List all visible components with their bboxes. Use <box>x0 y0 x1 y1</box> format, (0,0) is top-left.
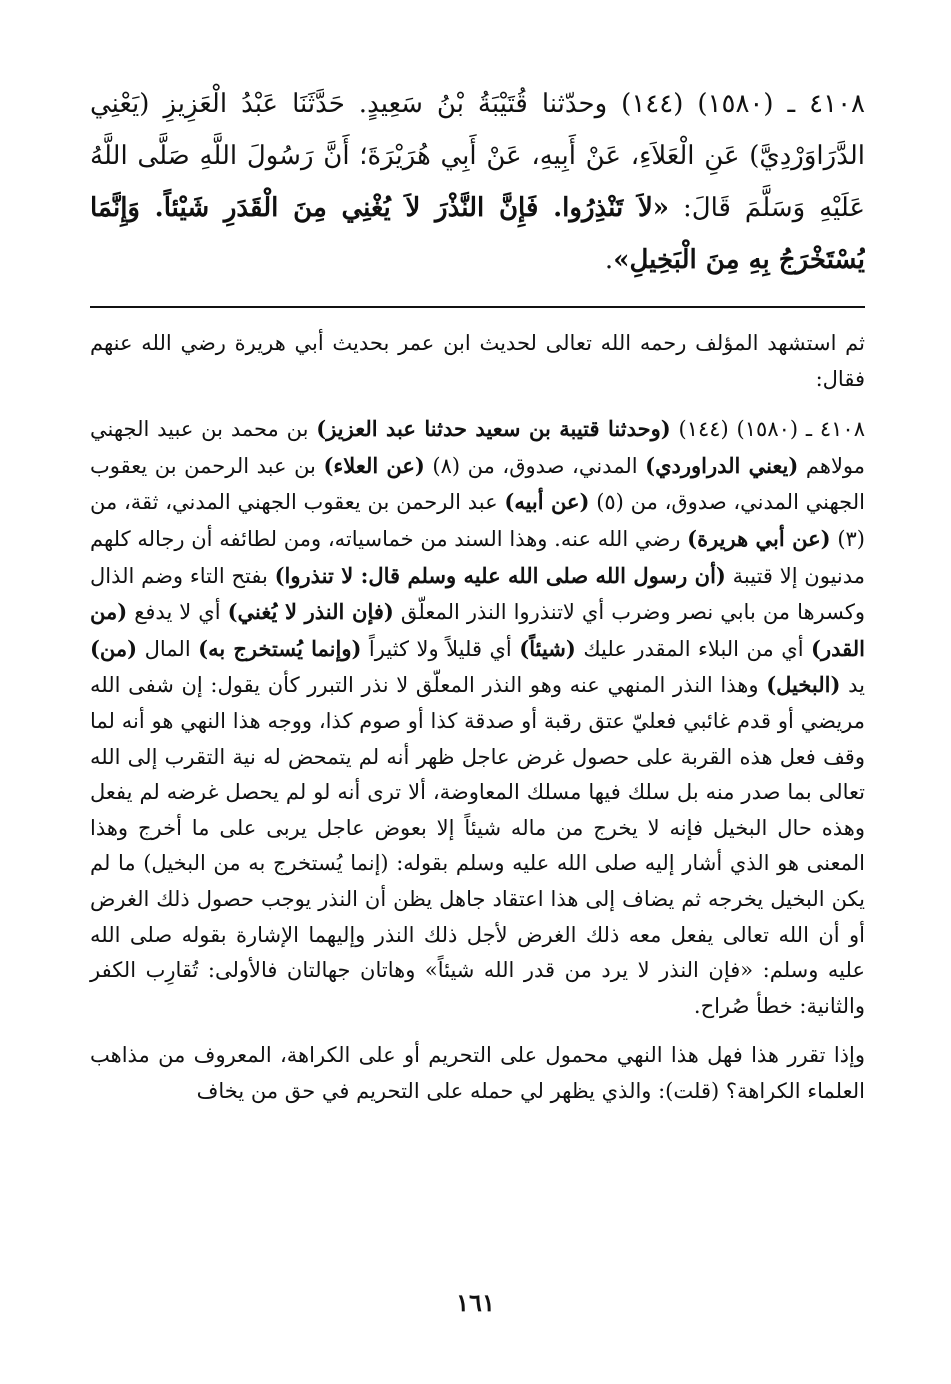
hadith-text <box>90 78 865 288</box>
footnote-divider <box>90 306 865 308</box>
text-segment: رضي الله عنه. وهذا السند من خماسياته، ومن لطائفه أن رجاله كلهم مدنيون إلا قتيبة <box>90 526 866 588</box>
commentary-paragraph-2: وإذا تقرر هذا فهل هذا النهي محمول على التحريم أو على الكراهة، المعروف من مذاهب العلماء الكراهة؟ (قلت): والذي يظهر لي حمله على التحريم في حق من يخاف <box>90 1043 865 1103</box>
text-segment: أي لا يدفع <box>134 600 221 625</box>
text-segment: وهذا النذر المنهي عنه وهو النذر المعلّق لا نذر التبرر كأن يقول: إن شفى الله مريضي أو قدم غائبي فعليّ عتق رقبة أو صدقة كذا أو صوم كذا، ووجه هذا النهي هو أنه لما وقف فعل هذه القربة على حصول غرض عاجل ظهر أنه لم يتمحض له نية التقرب إلى الله تعالى بما صدر منه بل سلك فيها مسلك المعاوضة، ألا ترى أنه لو لم يحصل غرضه لم يفعل وهذه حال البخيل فإنه لا يخرج من ماله شيئاً إلا بعوض عاجل يربى على ما أخرج وهذا المعنى هو الذي أشار إليه صلى الله عليه وسلم بقوله: (إنما يُستخرج به من البخيل) ما لم يكن البخيل يخرجه ثم يضاف إلى هذا اعتقاد جاهل يظن أن النذر يوجب حصول ذلك الغرض أو أن الله تعالى يفعل معه ذلك الغرض لأجل ذلك النذر وإليهما الإشارة بقوله صلى الله عليه وسلم: «فإن النذر لا يرد من قدر الله شيئاً» وهاتان جهالتان فالأولى: تُقارِب الكفر والثانية: خطأ صُراح. <box>90 673 865 1018</box>
bold-segment: (البخيل) <box>766 672 841 698</box>
text-segment: يد <box>848 673 865 698</box>
bold-segment: (وإنما يُستخرج به) <box>198 635 362 661</box>
bold-segment: (يعني الدراوردي) <box>645 452 799 478</box>
commentary-paragraph-1 <box>90 411 865 1024</box>
hadith-block <box>90 78 865 288</box>
text-segment: المدني، صدوق، من (٨) <box>432 453 638 478</box>
text-segment: المال <box>144 636 191 661</box>
text-segment: بن عبد الرحمن بن يعقوب الجهني المدني، صدوق، من (٥) <box>90 453 865 515</box>
bold-segment: (شيئاً) <box>519 635 576 661</box>
bold-segment: (أن رسول الله صلى الله عليه وسلم قال: لا تنذروا) <box>274 562 726 588</box>
text-segment: أي قليلاً ولا كثيراً <box>368 636 512 661</box>
bold-segment: (من) <box>90 635 138 661</box>
page-number: ١٦١ <box>456 1288 495 1317</box>
bold-segment: (عن أبيه) <box>504 489 590 515</box>
commentary-block <box>90 326 865 1109</box>
bold-segment: (من القدر) <box>90 599 866 661</box>
commentary-hadith-number: ٤١٠٨ ـ (١٥٨٠) (١٤٤) <box>678 417 865 442</box>
text-segment: بفتح التاء وضم الذال وكسرها من بابي نصر وضرب أي لاتنذروا النذر المعلّق <box>90 563 865 625</box>
text-segment: عبد الرحمن بن يعقوب الجهني المدني، ثقة، من (٣) <box>90 490 865 551</box>
hadith-number: ٤١٠٨ ـ (١٥٨٠) (١٤٤) <box>621 89 865 119</box>
text-segment: بن محمد بن عبيد الجهني مولاهم <box>90 417 866 478</box>
hadith-matn: «لاَ تَنْذِرُوا. فَإِنَّ النَّذْرَ لاَ يُغْنِي مِنَ الْقَدَرِ شَيْئاً. وَإِنَّمَا يُسْتَخْرَجُ بِهِ مِنَ الْبَخِيلِ» <box>90 193 865 275</box>
bold-segment: (عن أبي هريرة) <box>687 525 831 551</box>
bold-segment: (وحدثنا قتيبة بن سعيد حدثنا عبد العزيز) <box>316 416 671 442</box>
commentary-intro: ثم استشهد المؤلف رحمه الله تعالى لحديث ابن عمر بحديث أبي هريرة رضي الله عنهم فقال: <box>90 331 865 391</box>
bold-segment: (فإن النذر لا يُغني) <box>227 599 394 625</box>
bold-segment: (عن العلاء) <box>323 452 425 478</box>
hadith-end: . <box>604 245 614 275</box>
hadith-isnad: وحدّثنا قُتَيْبَةُ بْنُ سَعِيدٍ. حَدَّثَنَا عَبْدُ الْعَزِيزِ (يَعْنِي الدَّرَاوَرْدِيَّ) عَنِ الْعَلاَءِ، عَنْ أَبِيهِ، عَنْ أَبِي هُرَيْرَةَ؛ أَنَّ رَسُولَ اللَّهِ صَلَّى اللَّهُ عَلَيْهِ وَسَلَّمَ قَالَ: <box>90 89 865 223</box>
text-segment: أي من البلاء المقدر عليك <box>583 636 804 661</box>
